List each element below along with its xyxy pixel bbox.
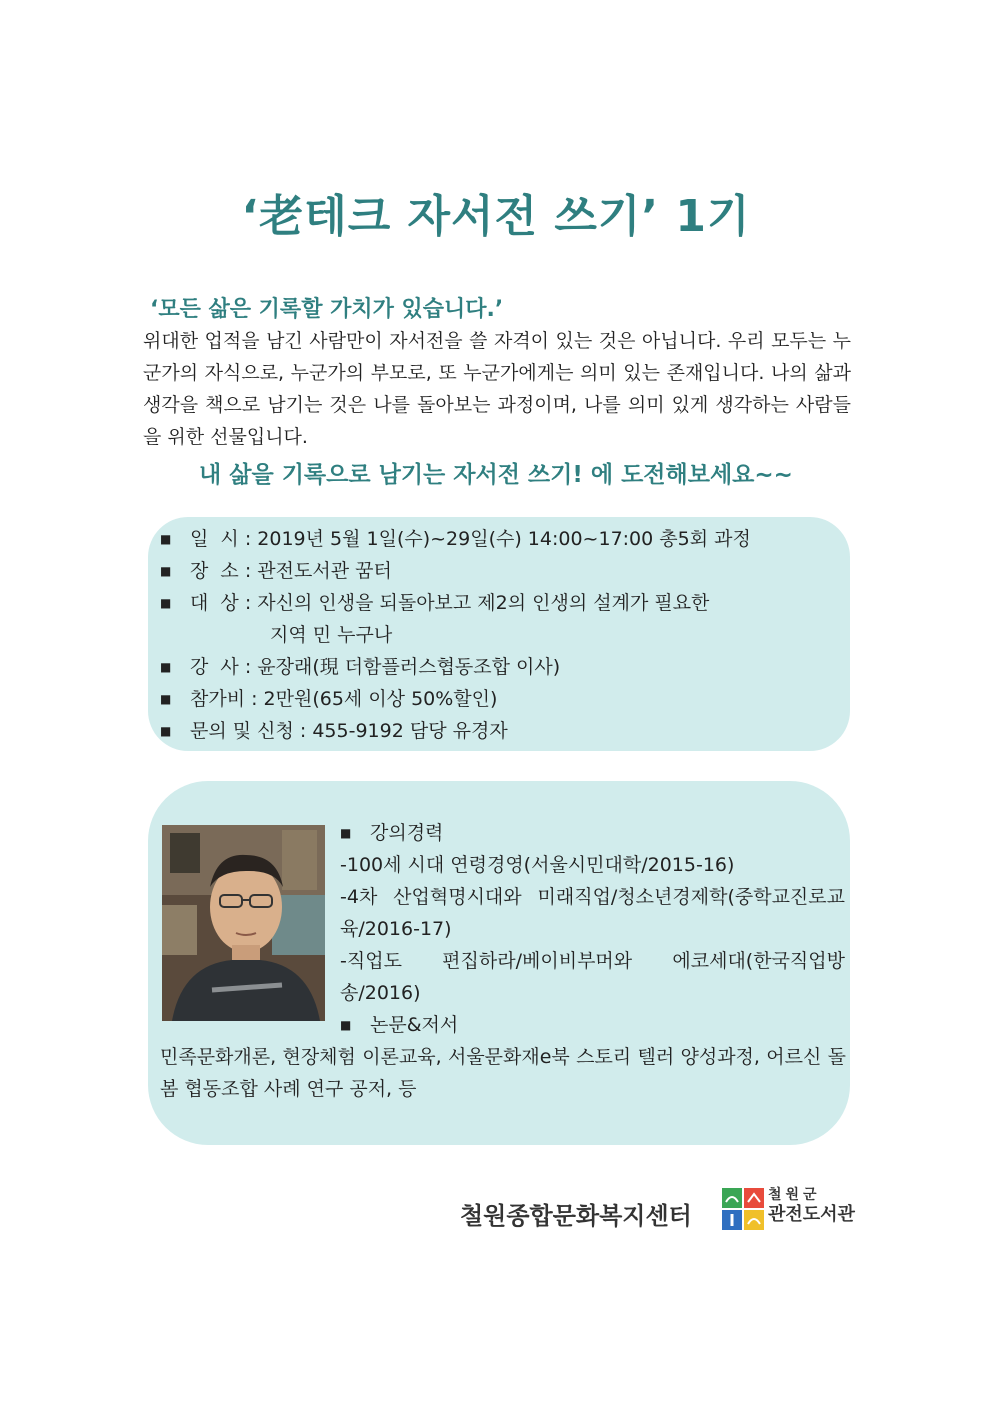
info-row-fee xyxy=(160,683,840,715)
bullet-icon: ■ xyxy=(160,724,172,738)
info-value-continued: 지역 민 누구나 xyxy=(270,624,393,646)
papers-heading-row xyxy=(340,1009,458,1041)
bullet-icon: ■ xyxy=(160,564,172,578)
intro-paragraph: 위대한 업적을 남긴 사람만이 자서전을 쓸 자격이 있는 것은 아닙니다. 우리 모두는 누군가의 자식으로, 누군가의 부모로, 또 누군가에게는 의미 있는 존재입니다. 나의 삶과 생각을 책으로 남기는 것은 나를 돌아보는 과정이며, 나를 의미 있게 생각하는 사람들을 위한 선물입니다. xyxy=(143,330,851,448)
papers-list: 민족문화개론, 현장체험 이론교육, 서울문화재e북 스토리 텔러 양성과정, 어르신 돌봄 협동조합 사례 연구 공저, 등 xyxy=(160,1046,846,1100)
info-label: 장 소 xyxy=(190,560,239,582)
info-separator: : xyxy=(238,560,258,582)
center-name: 철원종합문화복지센터 xyxy=(460,1202,692,1230)
career-heading-row xyxy=(340,817,845,849)
info-row-instructor xyxy=(160,651,840,683)
page-title: ‘老테크 자서전 쓰기’ 1기 xyxy=(241,191,751,242)
info-row-target xyxy=(160,587,840,619)
career-section xyxy=(340,817,845,1009)
info-row-date xyxy=(160,523,840,555)
career-heading: 강의경력 xyxy=(370,822,444,844)
info-separator: : xyxy=(245,688,264,710)
info-list xyxy=(160,523,840,747)
info-value: 2019년 5월 1일(수)~29일(수) 14:00~17:00 총5회 과정 xyxy=(257,528,751,550)
instructor-photo xyxy=(162,825,325,1021)
info-separator: : xyxy=(238,592,258,614)
career-entry: -직업도 편집하라/베이비부머와 에코세대(한국직업방송/2016) xyxy=(340,950,845,1004)
info-separator: : xyxy=(238,528,258,550)
career-entry: -100세 시대 연령경영(서울시민대학/2015-16) xyxy=(340,854,735,876)
info-row-place xyxy=(160,555,840,587)
info-value: 455-9192 담당 유경자 xyxy=(312,720,508,742)
bullet-icon: ■ xyxy=(160,660,172,674)
bullet-icon: ■ xyxy=(340,1018,352,1032)
library-logo-icon xyxy=(722,1188,764,1230)
portrait-image xyxy=(162,825,325,1021)
info-label: 문의 및 신청 xyxy=(190,720,294,742)
info-label: 참가비 xyxy=(190,688,246,710)
career-entry: -4차 산업혁명시대와 미래직업/청소년경제학(중학교진로교육/2016-17) xyxy=(340,886,845,940)
info-value: 관전도서관 꿈터 xyxy=(257,560,392,582)
bullet-icon: ■ xyxy=(340,826,352,840)
library-logo-text xyxy=(768,1186,855,1226)
logo-top-text: 철원군 xyxy=(768,1187,821,1203)
info-row-contact xyxy=(160,715,840,747)
papers-heading: 논문&저서 xyxy=(370,1014,459,1036)
info-label: 대 상 xyxy=(190,592,239,614)
info-value: 윤장래(現 더함플러스협동조합 이사) xyxy=(257,656,561,678)
challenge-slogan: 내 삶을 기록으로 남기는 자서전 쓰기! 에 도전해보세요~~ xyxy=(199,462,793,488)
bullet-icon: ■ xyxy=(160,532,172,546)
info-separator: : xyxy=(238,656,258,678)
bullet-icon: ■ xyxy=(160,692,172,706)
bullet-icon: ■ xyxy=(160,596,172,610)
info-label: 강 사 xyxy=(190,656,239,678)
info-label: 일 시 xyxy=(190,528,239,550)
info-value: 2만원(65세 이상 50%할인) xyxy=(263,688,498,710)
info-separator: : xyxy=(293,720,313,742)
info-value: 자신의 인생을 되돌아보고 제2의 인생의 설계가 필요한 xyxy=(257,592,710,614)
subtitle: ‘모든 삶은 기록할 가치가 있습니다.’ xyxy=(150,297,504,322)
logo-bottom-text: 관전도서관 xyxy=(768,1204,855,1225)
